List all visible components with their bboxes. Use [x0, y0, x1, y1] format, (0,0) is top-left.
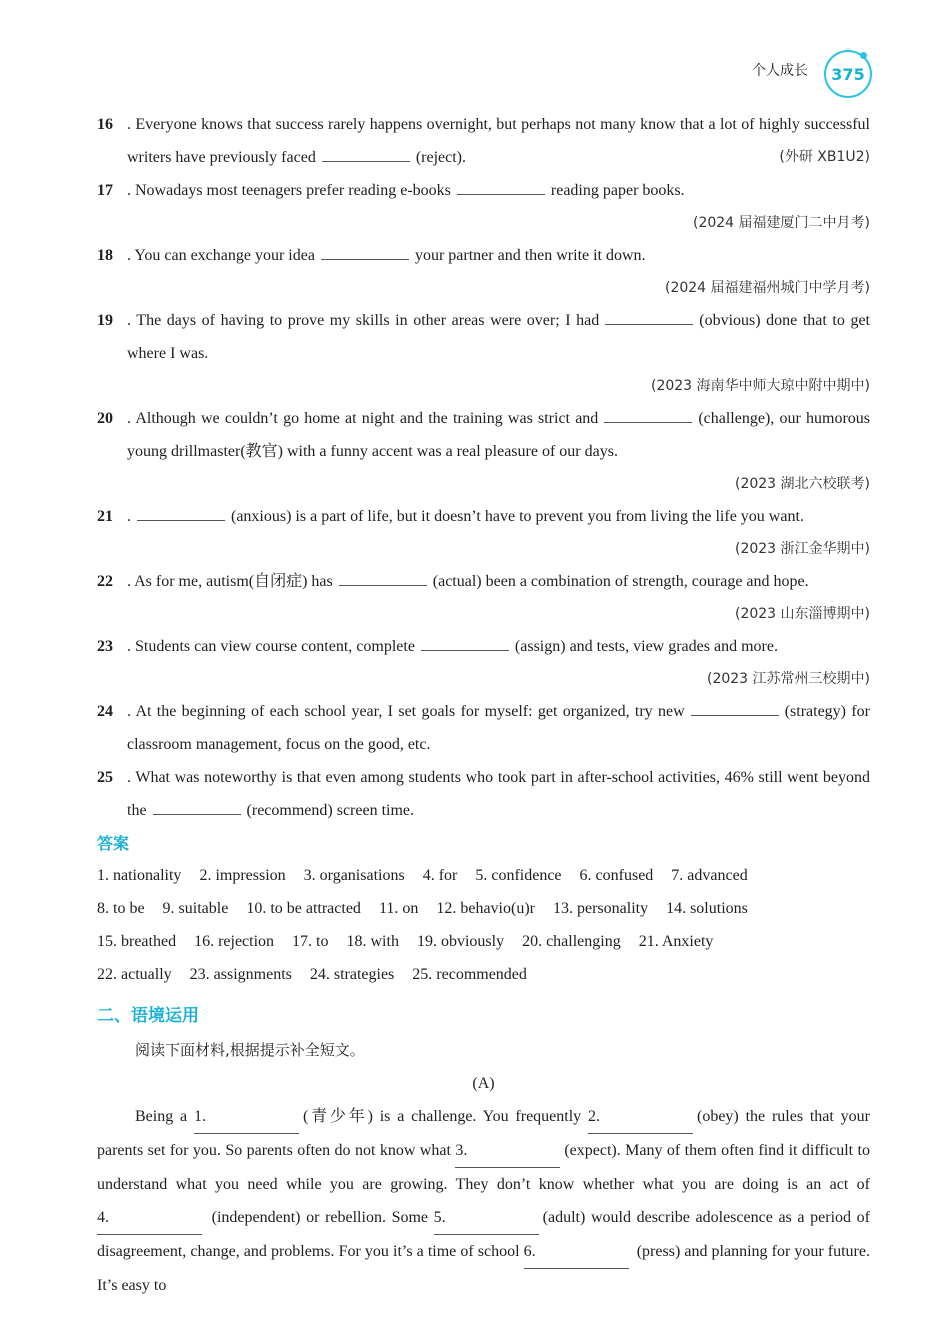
- answer-item: 4. for: [422, 867, 458, 884]
- question-source: (2023 海南华中师大琼中附中期中): [650, 378, 870, 394]
- question-body: [127, 108, 870, 174]
- passage-label: (A): [472, 1075, 495, 1092]
- question-item: [97, 304, 870, 370]
- section-title: 二、语境运用: [97, 1006, 199, 1026]
- answer-item: 13. personality: [552, 900, 649, 917]
- question-list: [97, 108, 870, 827]
- answer-item: 17. to: [292, 933, 329, 950]
- answer-blank[interactable]: [322, 160, 410, 162]
- page-number: 375: [831, 64, 865, 84]
- question-body: [127, 761, 870, 827]
- answer-row: [97, 892, 870, 925]
- question-body: [127, 174, 870, 207]
- question-body: [127, 304, 870, 370]
- answer-list: [97, 859, 870, 991]
- question-text-before: . The days of having to prove my skills in other areas were over; I had: [127, 312, 600, 329]
- answer-blank[interactable]: [604, 421, 692, 423]
- answer-blank[interactable]: [153, 813, 241, 815]
- answer-item: 9. suitable: [162, 900, 229, 917]
- page-content: [97, 108, 870, 1302]
- question-text-before: . As for me, autism(自闭症) has: [127, 573, 333, 590]
- answer-item: 15. breathed: [97, 933, 177, 950]
- answer-item: 24. strategies: [309, 966, 395, 983]
- question-body: [127, 239, 870, 272]
- question-body: [127, 565, 870, 598]
- question-item: [97, 565, 870, 598]
- answers-title: 答案: [97, 834, 130, 853]
- question-body: [127, 500, 870, 533]
- question-text-after: (challenge), our humorous young drillmaster(教官) with a funny accent was a real pleasure of our days.: [127, 410, 871, 460]
- question-text-after: your partner and then write it down.: [414, 247, 646, 264]
- question-body: [127, 695, 870, 761]
- question-number: 23: [97, 638, 113, 655]
- question-item: [97, 108, 870, 174]
- answer-blank[interactable]: [457, 193, 545, 195]
- answer-row: [97, 925, 870, 958]
- answer-item: 2. impression: [199, 867, 286, 884]
- answer-row: [97, 859, 870, 892]
- passage-segment: (obey) the rules that your parents set for you. So parents often do not know what: [97, 1108, 870, 1159]
- question-text-before: . Nowadays most teenagers prefer reading e-books: [127, 182, 451, 199]
- passage-text: [97, 1100, 870, 1302]
- passage-segment: (青少年) is a challenge. You frequently: [302, 1108, 588, 1125]
- answer-blank[interactable]: [339, 584, 427, 586]
- question-number: 16: [97, 116, 113, 133]
- answer-item: 10. to be attracted: [246, 900, 361, 917]
- answer-item: 1. nationality: [97, 867, 182, 884]
- question-text-after: (obvious) done that to get where I was.: [127, 312, 871, 362]
- question-body: [127, 630, 870, 663]
- question-source: (2023 湖北六校联考): [734, 476, 870, 492]
- passage-segment: (independent) or rebellion. Some: [206, 1209, 434, 1226]
- question-source: (2023 江苏常州三校期中): [706, 671, 870, 687]
- answer-item: 12. behavio(u)r: [436, 900, 535, 917]
- header-section-label: 个人成长: [752, 63, 808, 79]
- section-instruction: 阅读下面材料,根据提示补全短文。: [135, 1041, 365, 1059]
- passage-segment: (expect). Many of them often find it difficult to understand what you need while you are growing. They don’t know whether what you are doing is an act of: [97, 1142, 870, 1193]
- answer-item: 11. on: [378, 900, 419, 917]
- question-source: (2023 山东淄博期中): [734, 606, 870, 622]
- question-item: [97, 761, 870, 827]
- question-item: [97, 630, 870, 663]
- question-number: 22: [97, 573, 113, 590]
- answer-item: 19. obviously: [416, 933, 505, 950]
- answer-blank[interactable]: [421, 649, 509, 651]
- passage-blank[interactable]: 6.: [524, 1235, 629, 1269]
- question-text-before: . At the beginning of each school year, I set goals for myself: get organized, try new: [127, 703, 685, 720]
- answer-item: 23. assignments: [189, 966, 292, 983]
- passage-segment: Being a: [135, 1108, 194, 1125]
- question-number: 20: [97, 410, 113, 427]
- question-source: (外研 XB1U2): [779, 149, 870, 165]
- question-text-after: (anxious) is a part of life, but it doesn’t have to prevent you from living the life you want.: [231, 508, 804, 525]
- answer-item: 5. confidence: [475, 867, 562, 884]
- question-item: [97, 402, 870, 468]
- passage-segment: (adult) would describe adolescence as a period of disagreement, change, and problems. For you it’s a time of school: [97, 1209, 870, 1260]
- question-text-after: (strategy) for classroom management, focus on the good, etc.: [127, 703, 870, 753]
- question-text-before: . Students can view course content, complete: [127, 638, 415, 655]
- question-body: [127, 402, 870, 468]
- question-source: (2024 届福建厦门二中月考): [692, 215, 870, 231]
- question-item: [97, 500, 870, 533]
- answer-blank[interactable]: [321, 258, 409, 260]
- answer-item: 6. confused: [579, 867, 654, 884]
- question-text-after: (reject).: [415, 149, 466, 166]
- page-number-badge: [824, 50, 872, 98]
- question-source: (2023 浙江金华期中): [734, 541, 870, 557]
- question-text-before: . What was noteworthy is that even among students who took part in after-school activities, 46% still went beyond the: [127, 769, 870, 819]
- passage-blank[interactable]: 3.: [455, 1134, 560, 1168]
- answer-item: 3. organisations: [303, 867, 405, 884]
- answer-item: 21. Anxiety: [638, 933, 714, 950]
- answer-blank[interactable]: [137, 519, 225, 521]
- question-number: 25: [97, 769, 113, 786]
- question-number: 19: [97, 312, 113, 329]
- question-text-before: . Everyone knows that success rarely happens overnight, but perhaps not many know that a lot of highly successful writers have previously faced: [127, 116, 870, 166]
- answer-item: 8. to be: [97, 900, 145, 917]
- answer-item: 16. rejection: [194, 933, 275, 950]
- answer-item: 7. advanced: [671, 867, 748, 884]
- passage-blank[interactable]: 2.: [588, 1100, 693, 1134]
- question-source: (2024 届福建福州城门中学月考): [664, 280, 870, 296]
- passage-blank[interactable]: 4.: [97, 1201, 202, 1235]
- question-text-after: (recommend) screen time.: [246, 802, 415, 819]
- answer-item: 20. challenging: [522, 933, 621, 950]
- question-text-after: reading paper books.: [550, 182, 685, 199]
- question-item: [97, 239, 870, 272]
- answer-item: 22. actually: [97, 966, 172, 983]
- answer-blank[interactable]: [605, 323, 693, 325]
- passage-segment: (press) and planning for your future. It’s easy to: [97, 1243, 870, 1294]
- question-number: 21: [97, 508, 113, 525]
- answer-item: 25. recommended: [412, 966, 527, 983]
- question-text-before: .: [127, 508, 131, 525]
- question-number: 24: [97, 703, 113, 720]
- answer-item: 14. solutions: [666, 900, 748, 917]
- question-text-after: (assign) and tests, view grades and more.: [514, 638, 778, 655]
- question-number: 17: [97, 182, 113, 199]
- question-number: 18: [97, 247, 113, 264]
- answer-item: 18. with: [346, 933, 399, 950]
- answer-blank[interactable]: [691, 714, 779, 716]
- passage-blank[interactable]: 1.: [194, 1100, 299, 1134]
- question-item: [97, 695, 870, 761]
- question-item: [97, 174, 870, 207]
- question-text-before: . You can exchange your idea: [127, 247, 315, 264]
- answer-row: [97, 958, 870, 991]
- passage-blank[interactable]: 5.: [434, 1201, 539, 1235]
- question-text-before: . Although we couldn’t go home at night and the training was strict and: [127, 410, 599, 427]
- question-text-after: (actual) been a combination of strength, courage and hope.: [432, 573, 809, 590]
